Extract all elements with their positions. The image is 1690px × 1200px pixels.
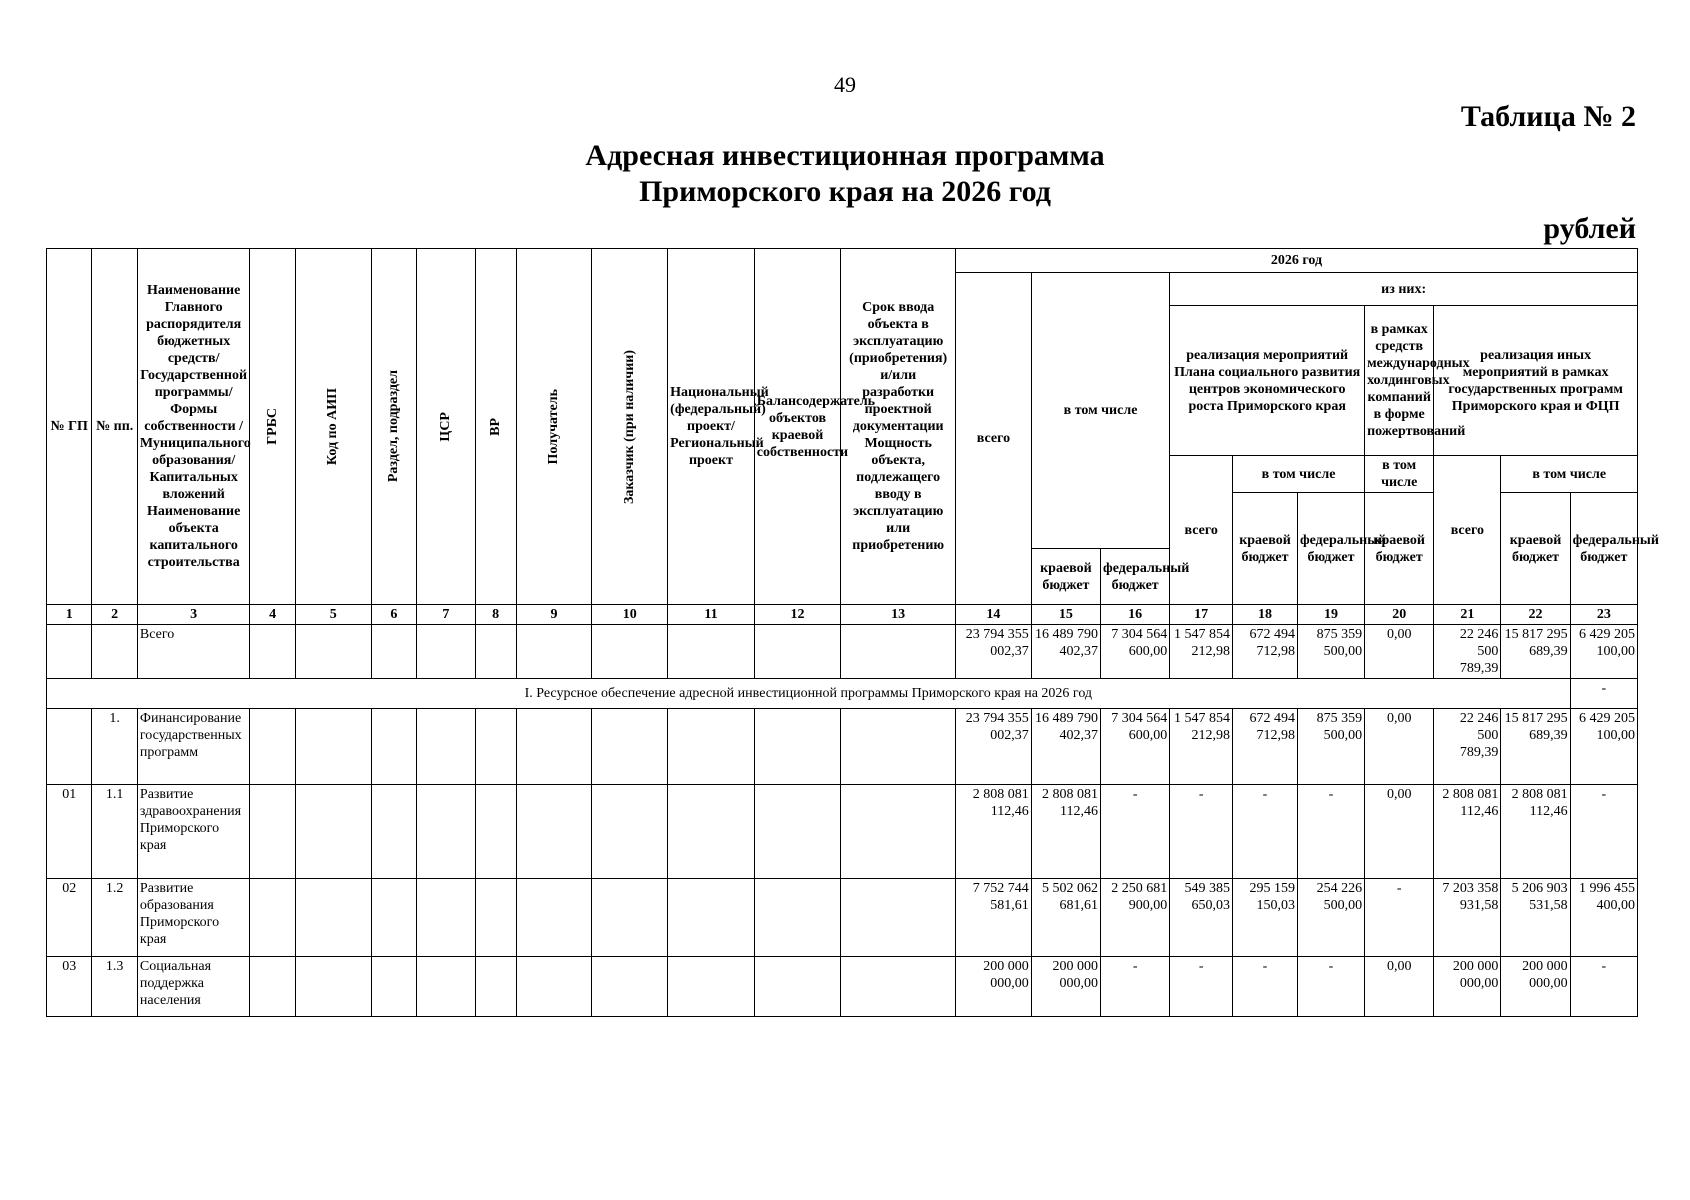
cell-v23: - [1570, 785, 1637, 879]
cell-v18: - [1233, 785, 1298, 879]
header-regional-18: краевой бюджет [1233, 493, 1298, 605]
cell-v17: - [1170, 785, 1233, 879]
cell-v14: 2 808 081 112,46 [956, 785, 1032, 879]
cell-v17: 549 385 650,03 [1170, 879, 1233, 957]
col-number: 20 [1365, 605, 1434, 625]
investment-table [46, 248, 1659, 1017]
cell-v19: 875 359 500,00 [1297, 709, 1364, 785]
cell-v21: 200 000 000,00 [1434, 957, 1501, 1017]
header-social-plan: реализация мероприятий Плана социального развития центров экономического роста Приморского края [1170, 306, 1365, 456]
header-csr-cell [417, 249, 475, 605]
col-number: 7 [417, 605, 475, 625]
col-number: 5 [295, 605, 371, 625]
cell-v15: 16 489 790 402,37 [1031, 709, 1100, 785]
header-pp: № пп. [92, 249, 137, 605]
cell-v21: 7 203 358 931,58 [1434, 879, 1501, 957]
cell-v23: 6 429 205 100,00 [1570, 709, 1637, 785]
header-regional-22: краевой бюджет [1501, 493, 1570, 605]
cell-v22: 200 000 000,00 [1501, 957, 1570, 1017]
header-total-17: всего [1170, 456, 1233, 605]
col-number: 19 [1297, 605, 1364, 625]
title-line-1: Адресная инвестиционная программа [585, 139, 1105, 172]
document-title [0, 138, 1690, 210]
cell-v20: 0,00 [1365, 785, 1434, 879]
cell-v23: 1 996 455 400,00 [1570, 879, 1637, 957]
cell-v16: - [1101, 957, 1170, 1017]
header-csr: ЦСР [437, 411, 453, 442]
header-aip-code: Код по АИП [325, 387, 341, 466]
col-number: 17 [1170, 605, 1233, 625]
header-federal-19: федеральный бюджет [1297, 493, 1364, 605]
units-label: рублей [1543, 212, 1636, 245]
col-number: 1 [47, 605, 92, 625]
cell-v16: 7 304 564 600,00 [1101, 709, 1170, 785]
header-regional-15: краевой бюджет [1031, 549, 1100, 605]
header-incl-15-16: в том числе [1031, 273, 1170, 549]
cell-v22: 2 808 081 112,46 [1501, 785, 1570, 879]
cell-v18: 295 159 150,03 [1233, 879, 1298, 957]
cell-v17: 1 547 854 212,98 [1170, 709, 1233, 785]
cell-v18: - [1233, 957, 1298, 1017]
table-number: Таблица № 2 [1460, 100, 1636, 133]
header-other-programs: реализация иных мероприятий в рамках государственных программ Приморского края и ФЦП [1434, 306, 1638, 456]
col-number: 2 [92, 605, 137, 625]
header-intl-holdings: в рамках средств международных холдинговых компаний в форме пожертвований [1365, 306, 1434, 456]
cell-v22: 15 817 295 689,39 [1501, 709, 1570, 785]
cell-v14: 23 794 355 002,37 [956, 625, 1032, 679]
col-number: 9 [516, 605, 592, 625]
column-number-row [47, 605, 1638, 625]
header-section-cell [371, 249, 416, 605]
cell-v19: - [1297, 785, 1364, 879]
section-row [47, 679, 1638, 709]
header-section: Раздел, подраздел [385, 370, 401, 483]
cell-v21: 22 246 500 789,39 [1434, 625, 1501, 679]
cell-gp [47, 709, 92, 785]
col-number: 13 [841, 605, 956, 625]
cell-pp [92, 625, 137, 679]
section-dash: - [1570, 679, 1637, 709]
col-number: 12 [754, 605, 841, 625]
cell-v20: 0,00 [1365, 625, 1434, 679]
table-row [47, 709, 1638, 785]
header-recipient: Получатель [546, 388, 562, 465]
col-number: 10 [592, 605, 668, 625]
cell-name: Всего [137, 625, 250, 679]
cell-v19: 254 226 500,00 [1297, 879, 1364, 957]
header-commission-term: Срок ввода объекта в эксплуатацию (приобретения) и/или разработки проектной документации Мощность объекта, подлежащего вводу в эксплуатацию или приобретению [841, 249, 956, 605]
header-grbs: ГРБС [264, 408, 280, 445]
header-incl-18-19: в том числе [1233, 456, 1365, 493]
cell-v20: - [1365, 879, 1434, 957]
cell-name: Развитие образования Приморского края [137, 879, 250, 957]
cell-v19: 875 359 500,00 [1297, 625, 1364, 679]
col-number: 3 [137, 605, 250, 625]
cell-v15: 2 808 081 112,46 [1031, 785, 1100, 879]
cell-v18: 672 494 712,98 [1233, 625, 1298, 679]
cell-v16: 7 304 564 600,00 [1101, 625, 1170, 679]
col-number: 15 [1031, 605, 1100, 625]
col-number: 16 [1101, 605, 1170, 625]
header-total-14: всего [956, 273, 1032, 605]
cell-v15: 200 000 000,00 [1031, 957, 1100, 1017]
header-total-21: всего [1434, 456, 1501, 605]
table-row [47, 957, 1638, 1017]
cell-v22: 5 206 903 531,58 [1501, 879, 1570, 957]
page-number: 49 [834, 72, 856, 97]
cell-v21: 2 808 081 112,46 [1434, 785, 1501, 879]
header-federal-23: федеральный бюджет [1570, 493, 1637, 605]
cell-v18: 672 494 712,98 [1233, 709, 1298, 785]
cell-v16: - [1101, 785, 1170, 879]
header-aip-cell [295, 249, 371, 605]
col-number: 11 [668, 605, 755, 625]
cell-v23: 6 429 205 100,00 [1570, 625, 1637, 679]
table-row-total [47, 625, 1638, 679]
cell-gp: 01 [47, 785, 92, 879]
col-number: 23 [1570, 605, 1637, 625]
cell-pp: 1.3 [92, 957, 137, 1017]
col-number: 8 [475, 605, 516, 625]
cell-v14: 23 794 355 002,37 [956, 709, 1032, 785]
cell-v14: 7 752 744 581,61 [956, 879, 1032, 957]
cell-v15: 16 489 790 402,37 [1031, 625, 1100, 679]
col-number: 18 [1233, 605, 1298, 625]
cell-v23: - [1570, 957, 1637, 1017]
table-row [47, 785, 1638, 879]
title-line-2: Приморского края на 2026 год [639, 175, 1051, 208]
header-incl-20: в том числе [1365, 456, 1434, 493]
col-number: 22 [1501, 605, 1570, 625]
header-grbs-cell [250, 249, 295, 605]
cell-name: Социальная поддержка населения [137, 957, 250, 1017]
col-number: 14 [956, 605, 1032, 625]
cell-v16: 2 250 681 900,00 [1101, 879, 1170, 957]
cell-v21: 22 246 500 789,39 [1434, 709, 1501, 785]
table-row [47, 879, 1638, 957]
cell-gp: 02 [47, 879, 92, 957]
header-balance-holder: Балансодержатель объектов краевой собственности [754, 249, 841, 605]
section-title: I. Ресурсное обеспечение адресной инвестиционной программы Приморского края на 2026 год [47, 679, 1571, 709]
header-recipient-cell [516, 249, 592, 605]
cell-v20: 0,00 [1365, 957, 1434, 1017]
cell-v19: - [1297, 957, 1364, 1017]
header-incl-22-23: в том числе [1501, 456, 1638, 493]
header-customer: Заказчик (при наличии) [621, 349, 637, 504]
header-gp: № ГП [47, 249, 92, 605]
cell-name: Развитие здравоохранения Приморского края [137, 785, 250, 879]
cell-gp: 03 [47, 957, 92, 1017]
header-regional-20: краевой бюджет [1365, 493, 1434, 605]
cell-v20: 0,00 [1365, 709, 1434, 785]
header-national-project: Национальный (федеральный) проект/ Региональный проект [668, 249, 755, 605]
cell-v22: 15 817 295 689,39 [1501, 625, 1570, 679]
header-vr-cell [475, 249, 516, 605]
cell-gp [47, 625, 92, 679]
cell-v14: 200 000 000,00 [956, 957, 1032, 1017]
cell-v15: 5 502 062 681,61 [1031, 879, 1100, 957]
cell-pp: 1. [92, 709, 137, 785]
header-of-them: из них: [1170, 273, 1638, 306]
cell-pp: 1.1 [92, 785, 137, 879]
cell-v17: - [1170, 957, 1233, 1017]
header-federal-16: федеральный бюджет [1101, 549, 1170, 605]
col-number: 21 [1434, 605, 1501, 625]
col-number: 6 [371, 605, 416, 625]
header-customer-cell [592, 249, 668, 605]
cell-pp: 1.2 [92, 879, 137, 957]
header-vr: ВР [487, 417, 503, 436]
cell-v17: 1 547 854 212,98 [1170, 625, 1233, 679]
cell-name: Финансирование государственных программ [137, 709, 250, 785]
col-number: 4 [250, 605, 295, 625]
header-name: Наименование Главного распорядителя бюджетных средств/Государственной программы/ Формы собственности /Муниципального образования/Капитальных вложений Наименование объекта капитального строительства [137, 249, 250, 605]
header-year: 2026 год [956, 249, 1638, 273]
